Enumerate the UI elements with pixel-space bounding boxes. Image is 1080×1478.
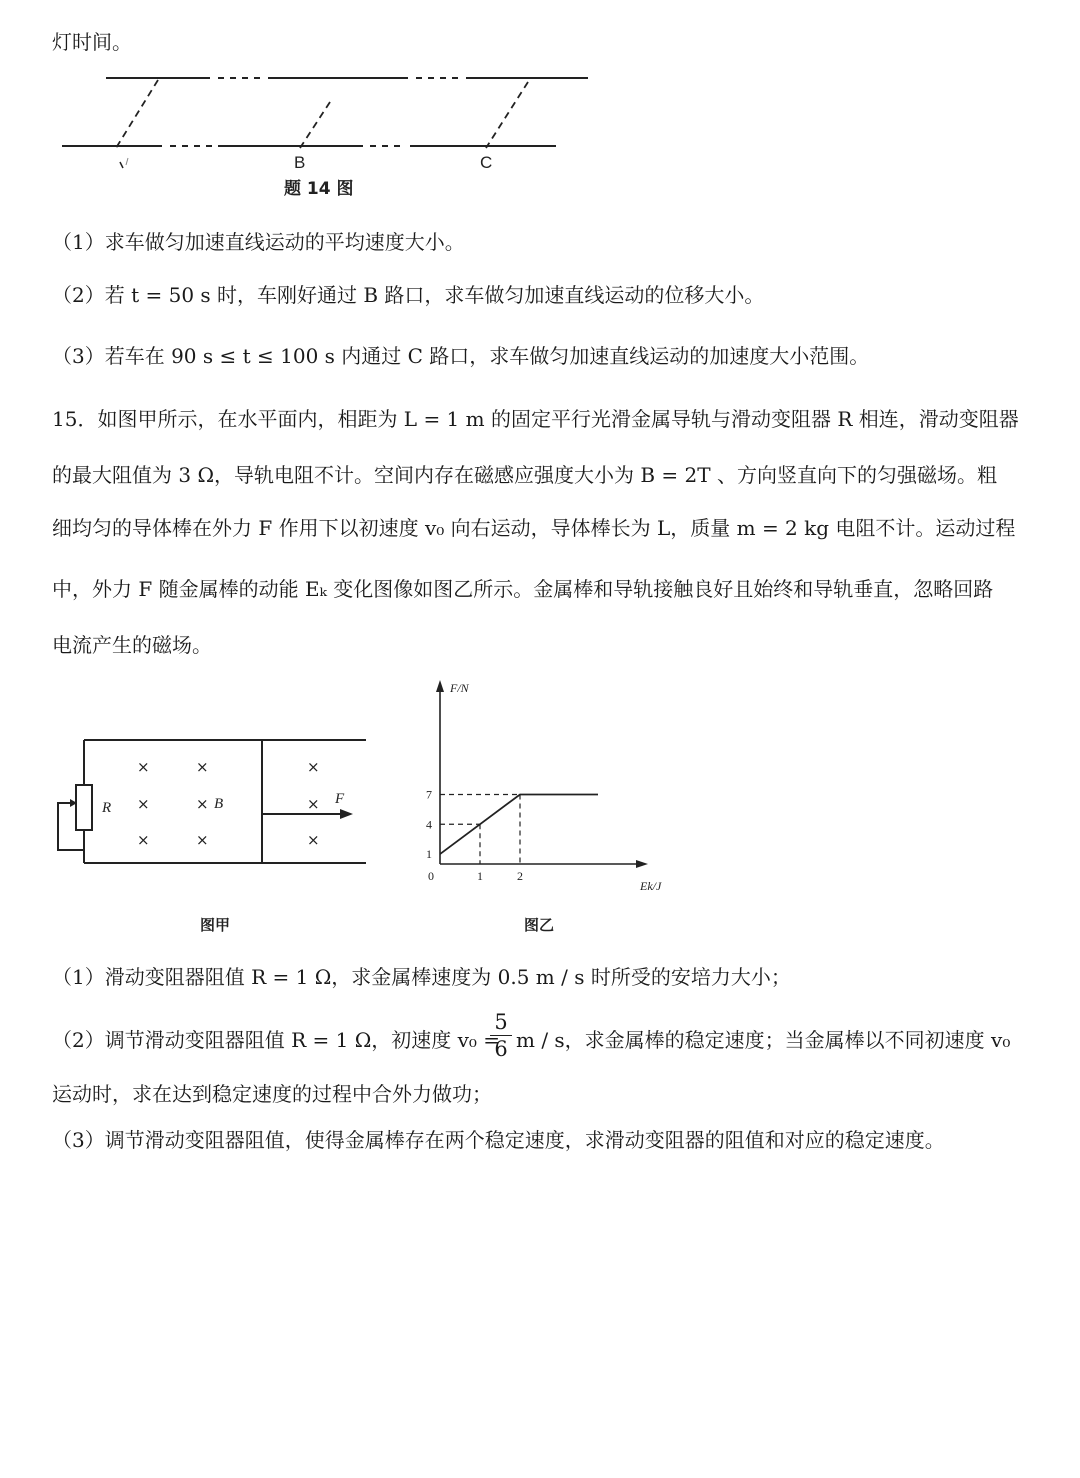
cross-mark: × [196, 795, 209, 813]
cross-mark: × [137, 795, 150, 813]
cross-mark: × [196, 758, 209, 776]
q15-part3: （3）调节滑动变阻器阻值，使得金属棒存在两个稳定速度，求滑动变阻器的阻值和对应的稳定速度。 [52, 1128, 945, 1152]
resistor [76, 785, 92, 830]
figure-jia-circuit [50, 730, 380, 940]
x-axis-arrow [636, 860, 648, 868]
q14-part1: （1）求车做匀加速直线运动的平均速度大小。 [52, 230, 465, 254]
x-axis-label: Ek/J [640, 879, 662, 893]
figure-yi-caption: 图乙 [524, 916, 555, 934]
x-tick-label: 1 [477, 869, 483, 883]
q15-line-2: 的最大阻值为 3 Ω，导轨电阻不计。空间内存在磁感应强度大小为 B = 2T 、方向竖直向下的匀强磁场。粗 [52, 463, 997, 487]
intro-tail-text: 灯时间。 [52, 30, 132, 54]
cross-mark: × [307, 758, 320, 776]
series-line [440, 794, 598, 854]
figure-yi-chart [420, 672, 760, 942]
q15-part2-c: 运动时，求在达到稳定速度的过程中合外力做功； [52, 1082, 492, 1106]
crossing-b [300, 102, 330, 148]
cross-mark: × [307, 831, 320, 849]
fraction-denominator: 6 [494, 1037, 508, 1061]
q14-part2: （2）若 t = 50 s 时，车刚好通过 B 路口，求车做匀加速直线运动的位移大小。 [52, 283, 765, 307]
x-tick-label: 0 [428, 869, 434, 883]
cross-mark: × [137, 831, 150, 849]
cross-mark: × [307, 795, 320, 813]
label-c: C [480, 153, 493, 172]
q15-line-4: 中，外力 F 随金属棒的动能 Eₖ 变化图像如图乙所示。金属棒和导轨接触良好且始终和导轨垂直，忽略回路 [52, 577, 994, 601]
y-tick-label: 1 [426, 847, 432, 862]
figure-jia-caption: 图甲 [200, 916, 231, 934]
label-b-field: B [214, 796, 224, 812]
y-axis-label: F/N [450, 681, 469, 695]
cross-mark: × [137, 758, 150, 776]
q14-part3: （3）若车在 90 s ≤ t ≤ 100 s 内通过 C 路口，求车做匀加速直线运动的加速度大小范围。 [52, 344, 870, 368]
q15-line-3: 细均匀的导体棒在外力 F 作用下以初速度 v₀ 向右运动，导体棒长为 L，质量 m = 2 kg 电阻不计。运动过程 [52, 516, 1016, 540]
label-b: B [294, 153, 306, 172]
q15-part2-b: m / s，求金属棒的稳定速度；当金属棒以不同初速度 v₀ [516, 1028, 1011, 1052]
crossing-c [486, 82, 528, 148]
x-tick-label: 2 [517, 869, 523, 883]
y-tick-label: 7 [426, 787, 432, 802]
y-tick-label: 4 [426, 817, 432, 832]
figure-14-road-diagram [58, 68, 618, 198]
q15-line-5: 电流产生的磁场。 [52, 633, 212, 657]
y-axis-arrow [436, 680, 444, 692]
cross-mark: × [196, 831, 209, 849]
crossing-a [116, 80, 158, 148]
q15-line-1: 15．如图甲所示，在水平面内，相距为 L = 1 m 的固定平行光滑金属导轨与滑动变阻器 R 相连，滑动变阻器 [52, 407, 1019, 431]
fraction-numerator: 5 [494, 1010, 508, 1034]
figure-14-caption: 题 14 图 [284, 179, 354, 199]
q15-part2-a: （2）调节滑动变阻器阻值 R = 1 Ω，初速度 v₀ = [52, 1028, 501, 1052]
fraction-5-6 [488, 1010, 514, 1061]
q15-part1: （1）滑动变阻器阻值 R = 1 Ω，求金属棒速度为 0.5 m / s 时所受的安培力大小； [52, 965, 791, 989]
label-f: F [335, 791, 345, 807]
label-r: R [102, 800, 112, 816]
